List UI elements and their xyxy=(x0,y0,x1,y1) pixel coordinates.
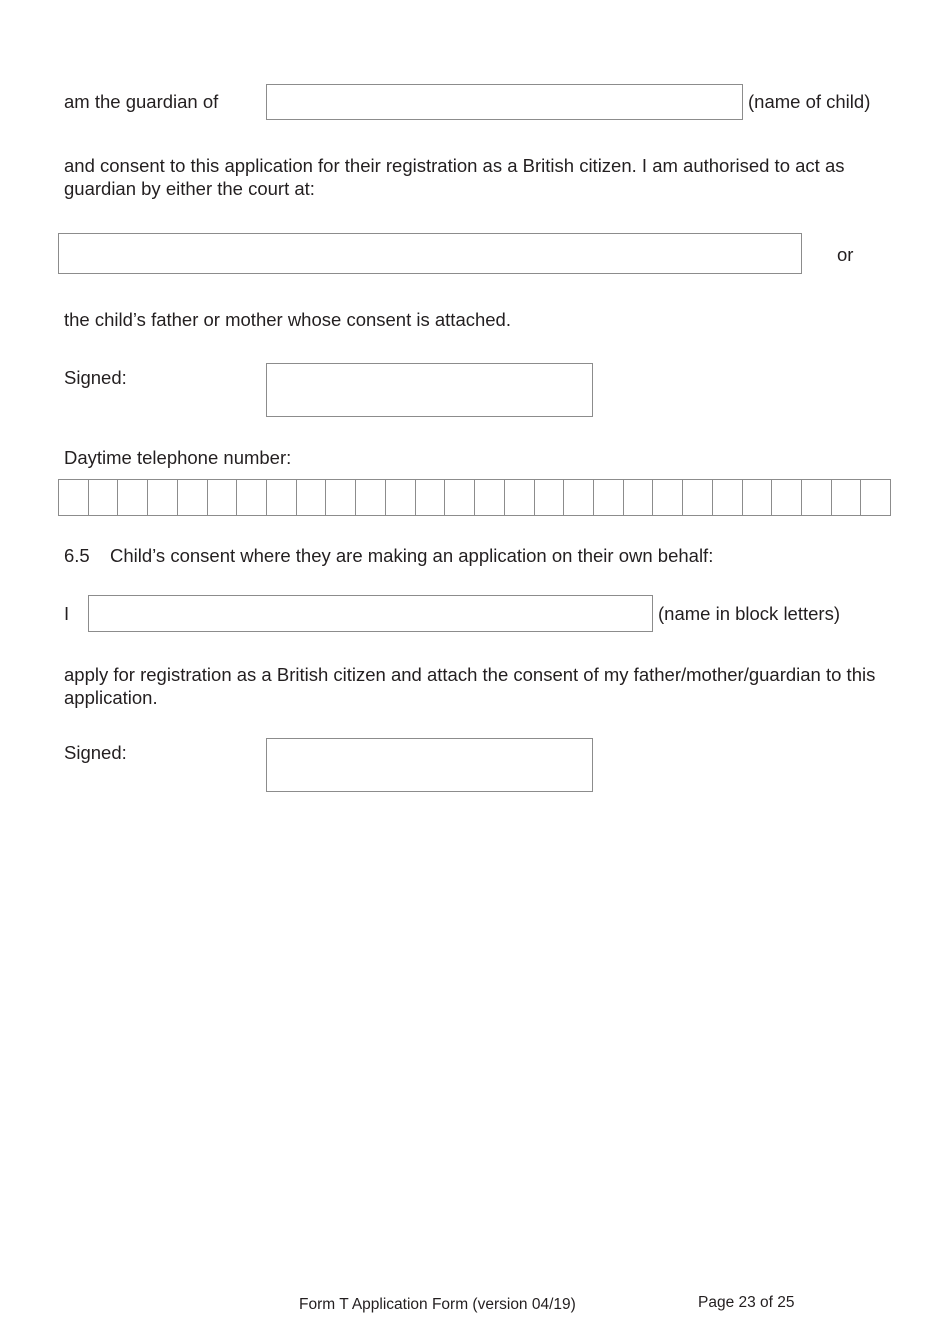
phone-digit-cell[interactable] xyxy=(178,480,208,515)
apply-text: apply for registration as a British citizen and attach the consent of my father/mother/guardian to this application. xyxy=(64,664,876,708)
phone-digit-cell[interactable] xyxy=(743,480,773,515)
phone-digit-cell[interactable] xyxy=(564,480,594,515)
phone-digit-cell[interactable] xyxy=(713,480,743,515)
child-name-input[interactable] xyxy=(266,84,743,120)
phone-digit-cell[interactable] xyxy=(386,480,416,515)
section-number: 6.5 xyxy=(64,545,90,566)
court-input[interactable] xyxy=(58,233,802,274)
phone-digit-cell[interactable] xyxy=(89,480,119,515)
phone-digit-cell[interactable] xyxy=(267,480,297,515)
phone-digit-cell[interactable] xyxy=(624,480,654,515)
child-signature-box[interactable] xyxy=(266,738,593,792)
child-name-hint: (name of child) xyxy=(748,91,871,112)
guardian-signature-box[interactable] xyxy=(266,363,593,417)
applicant-name-input[interactable] xyxy=(88,595,653,632)
phone-digit-cell[interactable] xyxy=(356,480,386,515)
phone-number-input[interactable] xyxy=(58,479,891,516)
phone-digit-cell[interactable] xyxy=(475,480,505,515)
i-label: I xyxy=(64,603,70,624)
phone-digit-cell[interactable] xyxy=(653,480,683,515)
phone-digit-cell[interactable] xyxy=(535,480,565,515)
phone-digit-cell[interactable] xyxy=(445,480,475,515)
phone-digit-cell[interactable] xyxy=(832,480,862,515)
guardian-label: am the guardian of xyxy=(64,91,219,112)
phone-digit-cell[interactable] xyxy=(416,480,446,515)
section-heading: Child’s consent where they are making an application on their own behalf: xyxy=(110,545,714,566)
parent-consent-text: the child’s father or mother whose consent is attached. xyxy=(64,309,511,330)
phone-digit-cell[interactable] xyxy=(59,480,89,515)
phone-digit-cell[interactable] xyxy=(118,480,148,515)
phone-digit-cell[interactable] xyxy=(237,480,267,515)
applicant-name-hint: (name in block letters) xyxy=(658,603,840,624)
guardian-signed-label: Signed: xyxy=(64,367,127,388)
phone-digit-cell[interactable] xyxy=(683,480,713,515)
phone-digit-cell[interactable] xyxy=(297,480,327,515)
phone-digit-cell[interactable] xyxy=(148,480,178,515)
phone-digit-cell[interactable] xyxy=(861,480,890,515)
phone-digit-cell[interactable] xyxy=(208,480,238,515)
phone-digit-cell[interactable] xyxy=(505,480,535,515)
footer-page-number: Page 23 of 25 xyxy=(698,1294,795,1311)
phone-digit-cell[interactable] xyxy=(772,480,802,515)
phone-digit-cell[interactable] xyxy=(802,480,832,515)
phone-digit-cell[interactable] xyxy=(326,480,356,515)
footer-form-name: Form T Application Form (version 04/19) xyxy=(299,1296,576,1313)
child-signed-label: Signed: xyxy=(64,742,127,763)
consent-text: and consent to this application for their registration as a British citizen. I am authorised to act as guardian by either the court at: xyxy=(64,155,845,199)
phone-label: Daytime telephone number: xyxy=(64,447,292,468)
or-label: or xyxy=(837,244,854,265)
phone-digit-cell[interactable] xyxy=(594,480,624,515)
